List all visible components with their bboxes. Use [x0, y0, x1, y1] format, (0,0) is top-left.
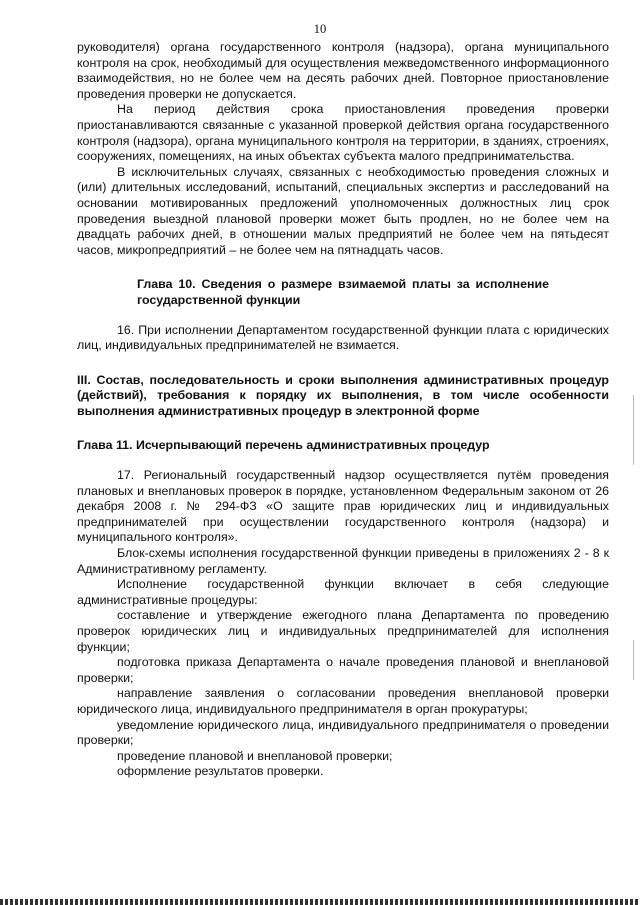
page-number: 10: [313, 22, 327, 36]
scan-edge-mark: [633, 395, 634, 465]
list-item: оформление результатов проверки.: [117, 764, 324, 779]
paragraph-flowcharts: Блок-схемы исполнения государственной функции приведены в приложениях 2 - 8 к Административному регламенту.: [77, 546, 609, 576]
paragraph-17: 17. Региональный государственный надзор осуществляется путём проведения плановых и внеплановых проверок в порядке, установленном Федеральным законом от 26 декабря 2008 г. № 294-ФЗ «О защите прав юридических лиц и индивидуальных предпринимателей при осуществлении государственного контроля (надзора) и муниципального контроля».: [77, 468, 609, 545]
paragraph-procedures-intro: Исполнение государственной функции включает в себя следующие административные процедуры:: [77, 577, 609, 607]
list-item: направление заявления о согласовании проведения внеплановой проверки юридического лица, индивидуального предпринимателя в орган прокуратуры;: [77, 686, 609, 716]
section-3-heading: III. Состав, последовательность и сроки выполнения административных процедур (действий), требования к порядку их выполнения, в том числе особенности выполнения административных процедур в электронной форме: [77, 372, 609, 418]
paragraph-extension: В исключительных случаях, связанных с необходимостью проведения сложных и (или) длительных исследований, испытаний, специальных экспертиз и расследований на основании мотивированных предложений уполномоченных должностных лиц срок проведения выездной плановой проверки может быть продлен, но не более чем на двадцать рабочих дней, в отношении малых предприятий не более чем на пятьдесят часов, микропредприятий – не более чем на пятнадцать часов.: [77, 164, 609, 257]
paragraph-suspension: На период действия срока приостановления проведения проверки приостанавливаются связанные с указанной проверкой действия органа государственного контроля (надзора), органа муниципального контроля на территории, в зданиях, строениях, сооружениях, помещениях, на иных объектах субъекта малого предпринимательства.: [77, 102, 609, 164]
document-body: [77, 40, 609, 780]
scan-bottom-border: [0, 899, 640, 905]
paragraph-16: 16. При исполнении Департаментом государственной функции плата с юридических лиц, индивидуальных предпринимателей не взимается.: [77, 322, 609, 353]
chapter-11-heading: Глава 11. Исчерпывающий перечень административных процедур: [77, 438, 490, 453]
chapter-10-heading: Глава 10. Сведения о размере взимаемой платы за исполнение государственной функции: [137, 277, 549, 307]
list-item: составление и утверждение ежегодного плана Департамента по проведению проверок юридических лиц и индивидуальных предпринимателей для исполнения функции;: [77, 608, 609, 654]
list-item: подготовка приказа Департамента о начале проведения плановой и внеплановой проверки;: [77, 655, 609, 685]
list-item: уведомление юридического лица, индивидуального предпринимателя о проведении проверки;: [77, 717, 609, 748]
paragraph-continuation: руководителя) органа государственного контроля (надзора), органа муниципального контроля на срок, необходимый для осуществления межведомственного информационного взаимодействия, но не более чем на десять рабочих дней. Повторное приостановление проведения проверки не допускается.: [77, 40, 609, 101]
scan-edge-mark: [633, 640, 634, 680]
list-item: проведение плановой и внеплановой проверки;: [117, 748, 393, 763]
